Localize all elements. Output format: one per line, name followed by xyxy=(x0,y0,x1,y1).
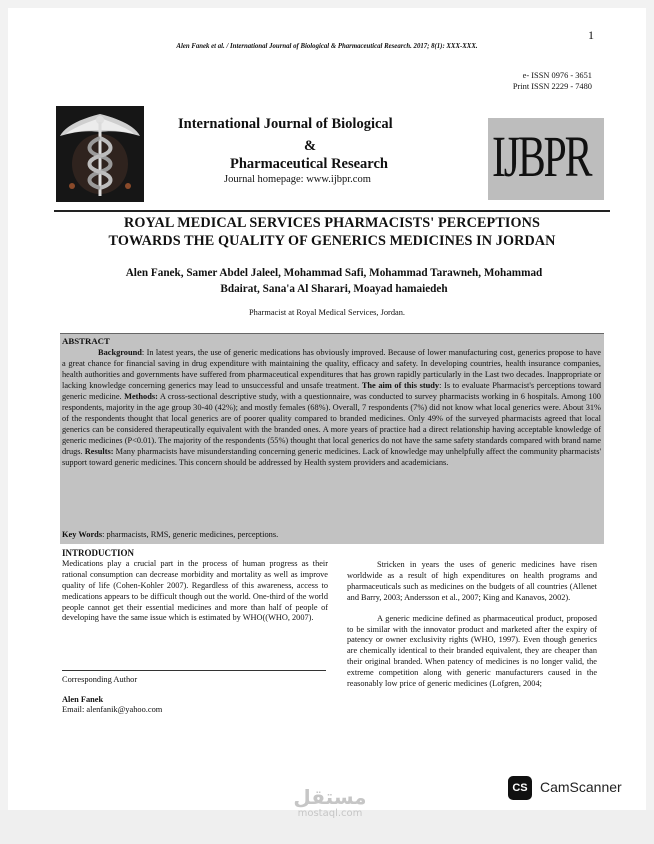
article-title-line1: ROYAL MEDICAL SERVICES PHARMACISTS' PERCEPTIONS xyxy=(124,215,540,231)
introduction-heading: INTRODUCTION xyxy=(62,548,135,558)
keywords-text: : pharmacists, RMS, generic medicines, perceptions. xyxy=(102,530,279,539)
author-list xyxy=(74,265,594,297)
authors-line2: Bdairat, Sana'a Al Sharari, Moayad hamaiedeh xyxy=(220,283,448,295)
caduceus-logo-icon xyxy=(56,106,144,202)
watermark-arabic: مستقل xyxy=(293,785,367,809)
e-issn: e- ISSN 0976 - 3651 xyxy=(522,71,592,80)
header-divider xyxy=(54,210,610,212)
keywords xyxy=(62,530,278,539)
keywords-label: Key Words xyxy=(62,530,103,539)
corresponding-author-label: Corresponding Author xyxy=(62,675,138,684)
right-paragraph-1: Stricken in years the uses of generic medicines have risen worldwide as a result of high expenditures on health programs and pharmaceuticals such as medicines on the budgets of all countries (Allenet and Barry, 2003; Andersson et al., 2007; King and Kanavos, 2002). xyxy=(347,560,597,602)
background-label: Background xyxy=(98,348,142,357)
corresponding-author-name: Alen Fanek xyxy=(62,695,104,704)
article-title xyxy=(48,214,616,250)
methods-label: Methods: xyxy=(124,391,158,401)
background-text: : In latest years, the use of generic medications has obviously improved. Because of lower manufacturing cost, generics propose to have a great chance for financial saving in drug expenditure with maintaining the quality, efficacy and safety. In developing countries, health insurance companies, health authorities and governments have suffered from pharmaceutical expenditures that has grown rapidly particularly in the Last two decades. Inappropriate or lacking knowledge concerning generics may lead to unsuccessful and unsafe treatment. xyxy=(62,348,601,390)
running-head: Alen Fanek et al. / International Journal of Biological & Pharmaceutical Research. 2017; 8(1): XXX-XXX. xyxy=(176,43,478,50)
journal-abbreviation: IJBPR xyxy=(492,124,591,189)
methods-text: A cross-sectional descriptive study, with a questionnaire, was conducted to survey pharmacists working in 6 hospitals. Among 100 respondents, majority in the age group 30-40 (42%); and mostly females (68%). Overall, 7 respondents (7%) did not know what local generics were. About 31% of the respondents thought that local generics are of poorer quality compared to branded medicines. Only 49% of the surveyed pharmacists agreed that local generics can be considered therapeutically equivalent with the branded ones. A more years of practice had a direct relationship having acceptable knowledge of generic medicines (P<0.01). The majority of the respondents (55%) thought that local generics do not have the same safety standards compared with brand name drugs. xyxy=(62,391,601,456)
camscanner-label: CamScanner xyxy=(540,779,622,795)
results-label: Results: xyxy=(84,446,114,456)
left-column xyxy=(62,548,328,624)
article-title-line2: TOWARDS THE QUALITY OF GENERICS MEDICINES IN JORDAN xyxy=(108,233,556,249)
right-paragraph-2: A generic medicine defined as pharmaceutical product, proposed to be similar with the innovator product and marketed after the expiry of patency or owner exclusivity rights (WHO, 1997). Even though generics are chemically identical to their branded equivalent, they are cheaper than their original branded. When patency of medicines is no longer valid, the extreme competition along with generic manufacturers caused in the reasonably low price of generic medicines (Lofgren, 2004; xyxy=(347,613,597,689)
abstract-box xyxy=(60,333,604,544)
right-column xyxy=(347,560,597,690)
page-number: 1 xyxy=(588,28,594,42)
mostaql-watermark xyxy=(280,786,380,820)
abstract-text xyxy=(62,348,601,468)
journal-title-line1: International Journal of Biological xyxy=(178,116,393,132)
journal-title-line2: Pharmaceutical Research xyxy=(230,156,388,172)
affiliation: Pharmacist at Royal Medical Services, Jordan. xyxy=(248,308,406,317)
watermark-latin: mostaql.com xyxy=(297,808,363,819)
aim-text: : Is to evaluate Pharmacist's perceptions toward generic medicine. xyxy=(62,380,601,401)
print-issn: Print ISSN 2229 - 7480 xyxy=(512,82,592,91)
introduction-text: Medications play a crucial part in the process of human progress as their rational consumption can decrease morbidity and mortality as well as improve quality of life (Cohen-Kohler 2007). Regardless of this awareness, access to medications appears to be difficult though out the world. One-third of the world people cannot get their essential medicines and more than half of people of developing have the same issue which is estimated by WHO((WHO, 2007). xyxy=(62,558,328,623)
paper-page xyxy=(8,8,646,810)
abstract-heading: ABSTRACT xyxy=(62,336,110,346)
camscanner-icon: CS xyxy=(508,776,532,800)
results-text: Many pharmacists have misunderstanding concerning generic medicines. Lack of knowledge may unhelpfully affect the community pharmacists' support toward generic medicines. This concern should be addressed by Health system providers and academicians. xyxy=(62,446,601,467)
aim-label: The aim of this study xyxy=(361,380,440,390)
journal-title-ampersand: & xyxy=(304,138,317,154)
issn-block xyxy=(513,70,592,92)
corresponding-author-email: Email: alenfanik@yahoo.com xyxy=(62,705,163,714)
journal-abbreviation-box xyxy=(488,118,604,200)
footnote-divider xyxy=(62,670,326,671)
journal-homepage: Journal homepage: www.ijbpr.com xyxy=(224,174,371,185)
authors-line1: Alen Fanek, Samer Abdel Jaleel, Mohammad Safi, Mohammad Tarawneh, Mohammad xyxy=(125,267,543,279)
